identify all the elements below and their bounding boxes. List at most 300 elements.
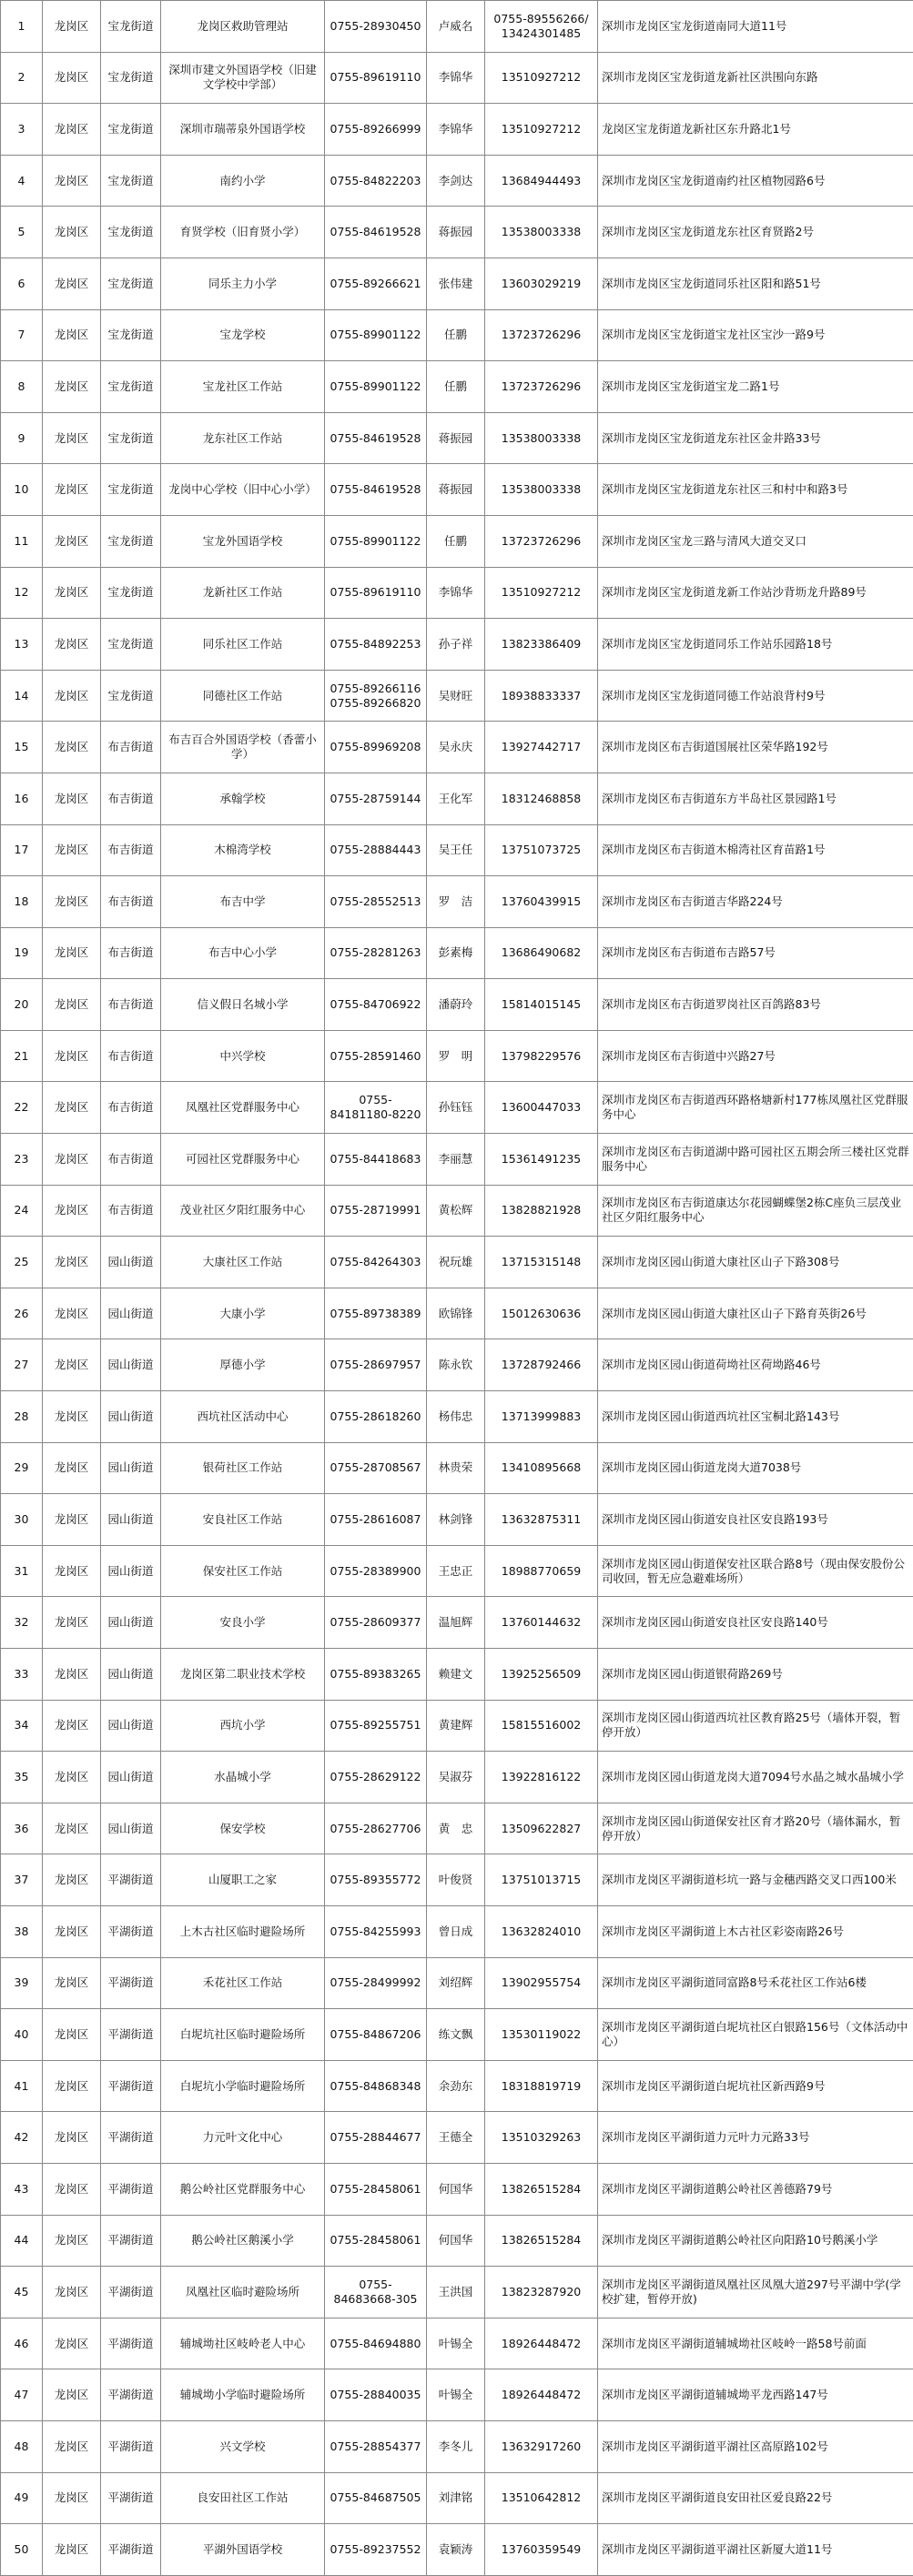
district-cell: 龙岗区: [43, 2215, 101, 2267]
phone-cell: 0755-89383265: [325, 1649, 427, 1701]
contact-cell: 蒋振园: [427, 207, 485, 258]
phone-cell: 0755-28759144: [325, 773, 427, 824]
street-cell: 园山街道: [101, 1442, 161, 1494]
contact-cell: 杨伟忠: [427, 1391, 485, 1443]
phone-cell: 0755-28854377: [325, 2420, 427, 2472]
address-cell: 深圳市龙岗区平湖街道杉坑一路与金穗西路交叉口西100米: [598, 1854, 913, 1906]
site-name-cell: 布吉中心小学: [161, 927, 325, 979]
street-cell: 宝龙街道: [101, 464, 161, 516]
address-cell: 深圳市龙岗区园山街道龙岗大道7038号: [598, 1442, 913, 1494]
row-number: 23: [1, 1134, 43, 1186]
contact-cell: 王德全: [427, 2112, 485, 2164]
address-cell: 深圳市龙岗区布吉街道东方半岛社区景园路1号: [598, 773, 913, 824]
address-cell: 深圳市龙岗区平湖街道同富路8号禾花社区工作站6楼: [598, 1957, 913, 2009]
phone-cell: 0755-89355772: [325, 1854, 427, 1906]
phone-cell: 0755-89266999: [325, 104, 427, 156]
row-number: 22: [1, 1082, 43, 1134]
contact-cell: 罗 洁: [427, 876, 485, 928]
row-number: 29: [1, 1442, 43, 1494]
district-cell: 龙岗区: [43, 2163, 101, 2215]
phone-cell: 0755-89738389: [325, 1288, 427, 1339]
site-name-cell: 水晶城小学: [161, 1752, 325, 1803]
district-cell: 龙岗区: [43, 1649, 101, 1701]
table-row: [1, 979, 913, 1031]
mobile-cell: 13922816122: [485, 1752, 598, 1803]
mobile-cell: 13410895668: [485, 1442, 598, 1494]
site-name-cell: 兴文学校: [161, 2420, 325, 2472]
table-row: [1, 1803, 913, 1854]
site-name-cell: 龙岗中心学校（旧中心小学）: [161, 464, 325, 516]
site-name-cell: 龙新社区工作站: [161, 567, 325, 619]
address-cell: 深圳市龙岗区布吉街道国展社区荣华路192号: [598, 722, 913, 773]
site-name-cell: 安良小学: [161, 1597, 325, 1649]
contact-cell: 叶锡全: [427, 2318, 485, 2369]
district-cell: 龙岗区: [43, 876, 101, 928]
district-cell: 龙岗区: [43, 2369, 101, 2421]
mobile-cell: 13828821928: [485, 1185, 598, 1237]
row-number: 14: [1, 670, 43, 722]
contact-cell: 袁颖涛: [427, 2524, 485, 2576]
contact-cell: 何国华: [427, 2163, 485, 2215]
street-cell: 宝龙街道: [101, 155, 161, 207]
street-cell: 平湖街道: [101, 2112, 161, 2164]
mobile-cell: 13538003338: [485, 207, 598, 258]
district-cell: 龙岗区: [43, 2472, 101, 2524]
contact-cell: 李锦华: [427, 52, 485, 104]
site-name-cell: 良安田社区工作站: [161, 2472, 325, 2524]
street-cell: 平湖街道: [101, 2318, 161, 2369]
street-cell: 园山街道: [101, 1494, 161, 1546]
mobile-cell: 13760439915: [485, 876, 598, 928]
district-cell: 龙岗区: [43, 2060, 101, 2112]
site-name-cell: 承翰学校: [161, 773, 325, 824]
mobile-cell: 18938833337: [485, 670, 598, 722]
mobile-cell: 13925256509: [485, 1649, 598, 1701]
district-cell: 龙岗区: [43, 1082, 101, 1134]
contact-cell: 任鹏: [427, 515, 485, 567]
mobile-cell: 13760359549: [485, 2524, 598, 2576]
address-cell: 深圳市龙岗区园山街道安良社区安良路140号: [598, 1597, 913, 1649]
table-row: [1, 722, 913, 773]
row-number: 21: [1, 1030, 43, 1082]
address-cell: 深圳市龙岗区平湖街道辅城坳社区岐岭一路58号前面: [598, 2318, 913, 2369]
address-cell: 深圳市龙岗区宝龙街道同乐社区阳和路51号: [598, 258, 913, 309]
address-cell: 深圳市龙岗区平湖街道凤凰社区凤凰大道297号平湖中学(学校扩建，暂停开放): [598, 2267, 913, 2318]
row-number: 24: [1, 1185, 43, 1237]
street-cell: 布吉街道: [101, 722, 161, 773]
contact-cell: 黄松辉: [427, 1185, 485, 1237]
district-cell: 龙岗区: [43, 1339, 101, 1391]
district-cell: 龙岗区: [43, 2420, 101, 2472]
mobile-cell: 13723726296: [485, 515, 598, 567]
mobile-cell: 15361491235: [485, 1134, 598, 1186]
phone-cell: 0755-84822203: [325, 155, 427, 207]
address-cell: 深圳市龙岗区宝龙街道宝龙社区宝沙一路9号: [598, 309, 913, 361]
row-number: 47: [1, 2369, 43, 2421]
table-row: [1, 2318, 913, 2369]
mobile-cell: 13538003338: [485, 412, 598, 464]
address-cell: 深圳市龙岗区平湖街道鹅公岭社区善德路79号: [598, 2163, 913, 2215]
mobile-cell: 13751013715: [485, 1854, 598, 1906]
row-number: 2: [1, 52, 43, 104]
site-name-cell: 深圳市瑞蒂泉外国语学校: [161, 104, 325, 156]
street-cell: 布吉街道: [101, 1030, 161, 1082]
phone-cell: 0755-84683668-305: [325, 2267, 427, 2318]
district-cell: 龙岗区: [43, 824, 101, 876]
table-row: [1, 1649, 913, 1701]
phone-cell: 0755-28499992: [325, 1957, 427, 2009]
mobile-cell: 13728792466: [485, 1339, 598, 1391]
contact-cell: 吴财旺: [427, 670, 485, 722]
site-name-cell: 保安社区工作站: [161, 1545, 325, 1597]
phone-cell: 0755-89901122: [325, 515, 427, 567]
district-cell: 龙岗区: [43, 1854, 101, 1906]
contact-cell: 林贵荣: [427, 1442, 485, 1494]
site-name-cell: 辅城坳社区岐岭老人中心: [161, 2318, 325, 2369]
phone-cell: 0755-28697957: [325, 1339, 427, 1391]
phone-cell: 0755-28884443: [325, 824, 427, 876]
district-cell: 龙岗区: [43, 104, 101, 156]
street-cell: 平湖街道: [101, 2009, 161, 2061]
address-cell: 深圳市龙岗区园山街道保安社区联合路8号（现由保安股份公司收回，暂无应急避难场所）: [598, 1545, 913, 1597]
address-cell: 深圳市龙岗区宝龙三路与清风大道交叉口: [598, 515, 913, 567]
address-cell: 深圳市龙岗区布吉街道西环路格塘新村177栋凤凰社区党群服务中心: [598, 1082, 913, 1134]
table-row: [1, 1545, 913, 1597]
mobile-cell: 13603029219: [485, 258, 598, 309]
mobile-cell: 13686490682: [485, 927, 598, 979]
street-cell: 平湖街道: [101, 1854, 161, 1906]
contact-cell: 李冬儿: [427, 2420, 485, 2472]
mobile-cell: 13713999883: [485, 1391, 598, 1443]
district-cell: 龙岗区: [43, 670, 101, 722]
mobile-cell: 0755-89556266/ 13424301485: [485, 1, 598, 53]
street-cell: 布吉街道: [101, 1082, 161, 1134]
contact-cell: 孙子祥: [427, 619, 485, 671]
site-name-cell: 上木古社区临时避险场所: [161, 1905, 325, 1957]
district-cell: 龙岗区: [43, 1905, 101, 1957]
address-cell: 深圳市龙岗区布吉街道湖中路可园社区五期会所三楼社区党群服务中心: [598, 1134, 913, 1186]
table-row: [1, 2112, 913, 2164]
site-name-cell: 大康社区工作站: [161, 1237, 325, 1288]
phone-cell: 0755-28719991: [325, 1185, 427, 1237]
district-cell: 龙岗区: [43, 2009, 101, 2061]
table-row: [1, 876, 913, 928]
address-cell: 深圳市龙岗区园山街道大康社区山子下路308号: [598, 1237, 913, 1288]
table-row: [1, 155, 913, 207]
address-cell: 深圳市龙岗区布吉街道罗岗社区百鸽路83号: [598, 979, 913, 1031]
phone-cell: 0755-28627706: [325, 1803, 427, 1854]
table-row: [1, 1237, 913, 1288]
mobile-cell: 18988770659: [485, 1545, 598, 1597]
contact-cell: 孙钰钰: [427, 1082, 485, 1134]
site-name-cell: 龙岗区救助管理站: [161, 1, 325, 53]
table-row: [1, 1752, 913, 1803]
address-cell: 深圳市龙岗区宝龙街道同乐工作站乐园路18号: [598, 619, 913, 671]
street-cell: 园山街道: [101, 1752, 161, 1803]
row-number: 49: [1, 2472, 43, 2524]
mobile-cell: 13823386409: [485, 619, 598, 671]
address-cell: 深圳市龙岗区平湖街道上木古社区彩姿南路26号: [598, 1905, 913, 1957]
mobile-cell: 13927442717: [485, 722, 598, 773]
district-cell: 龙岗区: [43, 1442, 101, 1494]
street-cell: 平湖街道: [101, 2472, 161, 2524]
table-row: [1, 1185, 913, 1237]
contact-cell: 任鹏: [427, 309, 485, 361]
contact-cell: 罗 明: [427, 1030, 485, 1082]
contact-cell: 陈永钦: [427, 1339, 485, 1391]
district-cell: 龙岗区: [43, 309, 101, 361]
address-cell: 深圳市龙岗区平湖街道平湖社区新厦大道11号: [598, 2524, 913, 2576]
row-number: 4: [1, 155, 43, 207]
address-cell: 深圳市龙岗区宝龙街道南同大道11号: [598, 1, 913, 53]
phone-cell: 0755-84687505: [325, 2472, 427, 2524]
district-cell: 龙岗区: [43, 412, 101, 464]
district-cell: 龙岗区: [43, 2267, 101, 2318]
site-name-cell: 可园社区党群服务中心: [161, 1134, 325, 1186]
site-name-cell: 深圳市建文外国语学校（旧建文学校中学部）: [161, 52, 325, 104]
address-cell: 深圳市龙岗区宝龙街道龙东社区金井路33号: [598, 412, 913, 464]
row-number: 9: [1, 412, 43, 464]
phone-cell: 0755-84892253: [325, 619, 427, 671]
district-cell: 龙岗区: [43, 1545, 101, 1597]
mobile-cell: 13510642812: [485, 2472, 598, 2524]
address-cell: 深圳市龙岗区园山街道西坑社区教育路25号（墙体开裂，暂停开放）: [598, 1700, 913, 1752]
street-cell: 园山街道: [101, 1545, 161, 1597]
address-cell: 深圳市龙岗区宝龙街道龙东社区三和村中和路3号: [598, 464, 913, 516]
district-cell: 龙岗区: [43, 515, 101, 567]
table-row: [1, 927, 913, 979]
table-row: [1, 1494, 913, 1546]
row-number: 38: [1, 1905, 43, 1957]
table-row: [1, 2215, 913, 2267]
street-cell: 平湖街道: [101, 1957, 161, 2009]
site-name-cell: 鹅公岭社区鹅溪小学: [161, 2215, 325, 2267]
table-row: [1, 2267, 913, 2318]
district-cell: 龙岗区: [43, 207, 101, 258]
contact-cell: 祝玩雄: [427, 1237, 485, 1288]
site-name-cell: 白坭坑小学临时避险场所: [161, 2060, 325, 2112]
street-cell: 园山街道: [101, 1237, 161, 1288]
table-row: [1, 1082, 913, 1134]
address-cell: 深圳市龙岗区平湖街道白坭坑社区新西路9号: [598, 2060, 913, 2112]
contact-cell: 彭素梅: [427, 927, 485, 979]
mobile-cell: 13530119022: [485, 2009, 598, 2061]
site-name-cell: 宝龙社区工作站: [161, 361, 325, 413]
site-name-cell: 宝龙学校: [161, 309, 325, 361]
row-number: 3: [1, 104, 43, 156]
row-number: 5: [1, 207, 43, 258]
row-number: 39: [1, 1957, 43, 2009]
district-cell: 龙岗区: [43, 1, 101, 53]
phone-cell: 0755-89266621: [325, 258, 427, 309]
phone-cell: 0755-89901122: [325, 309, 427, 361]
contact-cell: 何国华: [427, 2215, 485, 2267]
contact-cell: 蒋振园: [427, 464, 485, 516]
district-cell: 龙岗区: [43, 979, 101, 1031]
row-number: 40: [1, 2009, 43, 2061]
row-number: 12: [1, 567, 43, 619]
mobile-cell: 15012630636: [485, 1288, 598, 1339]
street-cell: 平湖街道: [101, 1905, 161, 1957]
row-number: 8: [1, 361, 43, 413]
mobile-cell: 13751073725: [485, 824, 598, 876]
street-cell: 宝龙街道: [101, 515, 161, 567]
phone-cell: 0755-28930450: [325, 1, 427, 53]
table-row: [1, 1905, 913, 1957]
district-cell: 龙岗区: [43, 52, 101, 104]
address-cell: 深圳市龙岗区布吉街道布吉路57号: [598, 927, 913, 979]
site-name-cell: 育贤学校（旧育贤小学）: [161, 207, 325, 258]
row-number: 26: [1, 1288, 43, 1339]
table-row: [1, 1854, 913, 1906]
phone-cell: 0755-84181180-8220: [325, 1082, 427, 1134]
table-row: [1, 1391, 913, 1443]
phone-cell: 0755-84264303: [325, 1237, 427, 1288]
site-name-cell: 西坑社区活动中心: [161, 1391, 325, 1443]
address-cell: 深圳市龙岗区宝龙街道南约社区植物园路6号: [598, 155, 913, 207]
contact-cell: 林剑锋: [427, 1494, 485, 1546]
district-cell: 龙岗区: [43, 927, 101, 979]
row-number: 42: [1, 2112, 43, 2164]
contact-cell: 张伟建: [427, 258, 485, 309]
table-row: [1, 464, 913, 516]
street-cell: 布吉街道: [101, 824, 161, 876]
district-cell: 龙岗区: [43, 1185, 101, 1237]
district-cell: 龙岗区: [43, 1030, 101, 1082]
district-cell: 龙岗区: [43, 2112, 101, 2164]
table-row: [1, 1, 913, 53]
address-cell: 深圳市龙岗区宝龙街道龙新工作站沙背坜龙升路89号: [598, 567, 913, 619]
address-cell: 深圳市龙岗区宝龙街道同德工作站浪背村9号: [598, 670, 913, 722]
contact-cell: 曾日成: [427, 1905, 485, 1957]
district-cell: 龙岗区: [43, 1803, 101, 1854]
street-cell: 园山街道: [101, 1339, 161, 1391]
row-number: 36: [1, 1803, 43, 1854]
site-name-cell: 同乐社区工作站: [161, 619, 325, 671]
street-cell: 布吉街道: [101, 876, 161, 928]
phone-cell: 0755-28840035: [325, 2369, 427, 2421]
address-cell: 深圳市龙岗区园山街道安良社区安良路193号: [598, 1494, 913, 1546]
address-cell: 深圳市龙岗区布吉街道康达尔花园蝴蝶堡2栋C座负三层茂业社区夕阳红服务中心: [598, 1185, 913, 1237]
site-name-cell: 鹅公岭社区党群服务中心: [161, 2163, 325, 2215]
table-row: [1, 1442, 913, 1494]
site-name-cell: 布吉中学: [161, 876, 325, 928]
contact-cell: 吴永庆: [427, 722, 485, 773]
mobile-cell: 13632875311: [485, 1494, 598, 1546]
phone-cell: 0755-28389900: [325, 1545, 427, 1597]
site-name-cell: 宝龙外国语学校: [161, 515, 325, 567]
mobile-cell: 13902955754: [485, 1957, 598, 2009]
row-number: 34: [1, 1700, 43, 1752]
table-row: [1, 207, 913, 258]
phone-cell: 0755-84619528: [325, 207, 427, 258]
site-name-cell: 茂业社区夕阳红服务中心: [161, 1185, 325, 1237]
site-name-cell: 南约小学: [161, 155, 325, 207]
contact-cell: 王洪国: [427, 2267, 485, 2318]
mobile-cell: 13723726296: [485, 361, 598, 413]
contact-cell: 李剑达: [427, 155, 485, 207]
phone-cell: 0755-28609377: [325, 1597, 427, 1649]
mobile-cell: 13510329263: [485, 2112, 598, 2164]
phone-cell: 0755-84418683: [325, 1134, 427, 1186]
row-number: 7: [1, 309, 43, 361]
row-number: 48: [1, 2420, 43, 2472]
district-cell: 龙岗区: [43, 619, 101, 671]
site-name-cell: 凤凰社区党群服务中心: [161, 1082, 325, 1134]
district-cell: 龙岗区: [43, 2318, 101, 2369]
table-row: [1, 619, 913, 671]
contact-cell: 李丽慧: [427, 1134, 485, 1186]
district-cell: 龙岗区: [43, 464, 101, 516]
contact-cell: 任鹏: [427, 361, 485, 413]
site-name-cell: 白坭坑社区临时避险场所: [161, 2009, 325, 2061]
table-row: [1, 52, 913, 104]
street-cell: 宝龙街道: [101, 670, 161, 722]
mobile-cell: 13798229576: [485, 1030, 598, 1082]
street-cell: 宝龙街道: [101, 567, 161, 619]
site-name-cell: 禾花社区工作站: [161, 1957, 325, 2009]
address-cell: 深圳市龙岗区平湖街道平湖社区高原路102号: [598, 2420, 913, 2472]
row-number: 25: [1, 1237, 43, 1288]
mobile-cell: 13823287920: [485, 2267, 598, 2318]
phone-cell: 0755-28591460: [325, 1030, 427, 1082]
address-cell: 深圳市龙岗区平湖街道白坭坑社区白银路156号（文体活动中心）: [598, 2009, 913, 2061]
phone-cell: 0755-89619110: [325, 52, 427, 104]
street-cell: 平湖街道: [101, 2215, 161, 2267]
street-cell: 宝龙街道: [101, 619, 161, 671]
street-cell: 平湖街道: [101, 2060, 161, 2112]
contact-cell: 赖建文: [427, 1649, 485, 1701]
contact-cell: 叶锡全: [427, 2369, 485, 2421]
mobile-cell: 15815516002: [485, 1700, 598, 1752]
address-cell: 深圳市龙岗区平湖街道力元叶力元路33号: [598, 2112, 913, 2164]
site-name-cell: 龙东社区工作站: [161, 412, 325, 464]
street-cell: 布吉街道: [101, 773, 161, 824]
contact-cell: 蒋振园: [427, 412, 485, 464]
address-cell: 深圳市龙岗区园山街道银荷路269号: [598, 1649, 913, 1701]
contact-cell: 李锦华: [427, 104, 485, 156]
table-row: [1, 309, 913, 361]
address-cell: 深圳市龙岗区宝龙街道龙东社区育贤路2号: [598, 207, 913, 258]
district-cell: 龙岗区: [43, 155, 101, 207]
table-body: [1, 1, 913, 2576]
contact-cell: 温旭辉: [427, 1597, 485, 1649]
street-cell: 宝龙街道: [101, 361, 161, 413]
district-cell: 龙岗区: [43, 1391, 101, 1443]
street-cell: 布吉街道: [101, 1185, 161, 1237]
row-number: 46: [1, 2318, 43, 2369]
row-number: 17: [1, 824, 43, 876]
phone-cell: 0755-28844677: [325, 2112, 427, 2164]
district-cell: 龙岗区: [43, 1134, 101, 1186]
phone-cell: 0755-28458061: [325, 2215, 427, 2267]
address-cell: 深圳市龙岗区宝龙街道宝龙二路1号: [598, 361, 913, 413]
street-cell: 园山街道: [101, 1803, 161, 1854]
table-row: [1, 670, 913, 722]
street-cell: 布吉街道: [101, 927, 161, 979]
street-cell: 园山街道: [101, 1649, 161, 1701]
phone-cell: 0755-28552513: [325, 876, 427, 928]
contact-cell: 吴淑芬: [427, 1752, 485, 1803]
row-number: 11: [1, 515, 43, 567]
table-row: [1, 1700, 913, 1752]
row-number: 16: [1, 773, 43, 824]
address-cell: 深圳市龙岗区布吉街道吉华路224号: [598, 876, 913, 928]
row-number: 35: [1, 1752, 43, 1803]
phone-cell: 0755-89619110: [325, 567, 427, 619]
mobile-cell: 13632824010: [485, 1905, 598, 1957]
site-name-cell: 西坑小学: [161, 1700, 325, 1752]
